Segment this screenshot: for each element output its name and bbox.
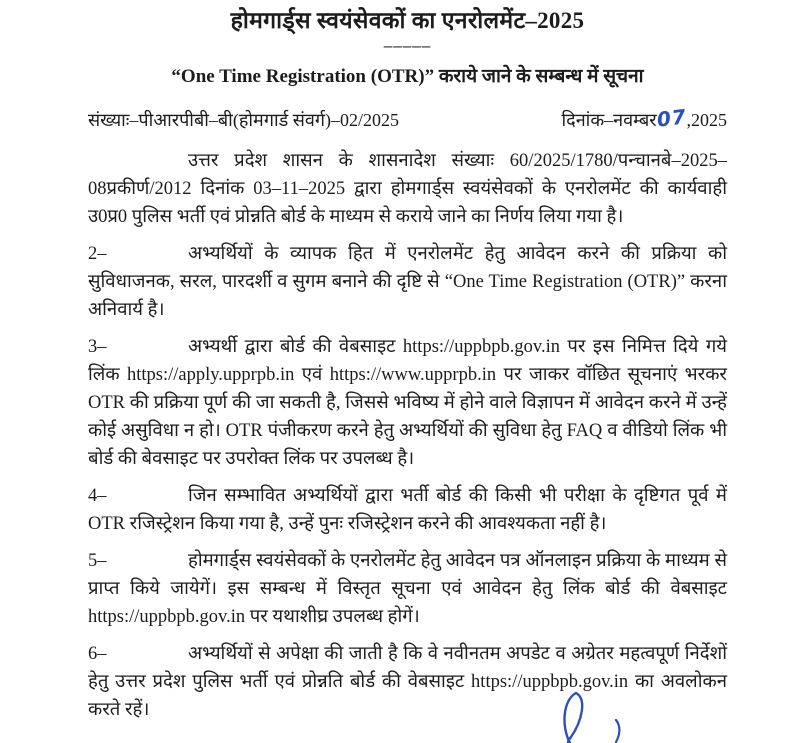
paragraph-3-text: अभ्यर्थी द्वारा बोर्ड की वेबसाइट https://uppbpb.gov.in पर इस निमित्त दिये गये लिंक https://apply.upprpb.in एवं https://www.upprpb.in पर जाकर वॉछित सूचनाएं भरकर OTR की प्रक्रिया पूर्ण की जा सकती है, जिससे भविष्य में होने वाले विज्ञापन में आवेदन करने में उन्हें कोई असुविधा न हो। OTR पंजीकरण करने हेतु अभ्यर्थियों की सुविधा हेतु FAQ व वीडियो लिंक भी बोर्ड की बेवसाइट पर उपरोक्त लिंक पर उपलब्ध है। <box>88 337 727 469</box>
paragraph-2-text: अभ्यर्थियों के व्यापक हित में एनरोलमेंट हेतु आवेदन करने की प्रक्रिया को सुविधाजनक, सरल, पारदर्शी व सुगम बनाने की दृष्टि से “One Time Registration (OTR)” करना अनिवार्य है। <box>88 244 727 320</box>
date-prefix: दिनांक–नवम्बर <box>561 110 657 130</box>
reference-number: संख्याः–पीआरपीबी–बी(होमगार्ड संवर्ग)–02/2025 <box>88 110 400 130</box>
paragraph-5-text: होमगार्ड्स स्वयंसेवकों के एनरोलमेंट हेतु आवेदन पत्र ऑनलाइन प्रक्रिया के माध्यम से प्राप्त किये जायेगें। इस सम्बन्ध में विस्तृत सूचना एवं आवेदन हेतु लिंक बोर्ड की वेबसाइट https://uppbpb.gov.in पर यथाशीघ्र उपलब्ध होगें। <box>88 551 727 627</box>
document-date <box>561 106 727 133</box>
paragraph-4-text: जिन सम्भावित अभ्यर्थियों द्वारा भर्ती बोर्ड की किसी भी परीक्षा के दृष्टिगत पूर्व में OTR रजिस्ट्रेशन किया गया है, उन्हें पुनः रजिस्ट्रेशन करने की आवश्यकता नहीं है। <box>88 486 727 534</box>
document-body <box>88 147 727 724</box>
title-divider-dashes: ––––– <box>383 36 432 55</box>
paragraph-1-text: उत्तर प्रदेश शासन के शासनादेश संख्याः 60/2025/1780/पन्चानबे–2025–08प्रकीर्ण/2012 दिनांक 03–11–2025 द्वारा होमगार्ड्स स्वयंसेवकों के एनरोलमेंट की कार्यवाही उ0प्र0 पुलिस भर्ती एवं प्रोन्नति बोर्ड के माध्यम से कराये जाने का निर्णय लिया गया है। <box>88 151 727 227</box>
paragraph-4 <box>88 482 727 538</box>
paragraph-2 <box>88 240 727 324</box>
paragraph-3-number: 3– <box>88 337 107 357</box>
signature-loop-stroke <box>564 693 582 743</box>
paragraph-5 <box>88 547 727 631</box>
paragraph-3 <box>88 333 727 473</box>
paragraph-5-number: 5– <box>88 551 107 571</box>
paragraph-2-number: 2– <box>88 244 107 264</box>
document-title: होमगार्ड्स स्वयंसेवकों का एनरोलमेंट–2025 <box>230 8 585 33</box>
document-subtitle: “One Time Registration (OTR)” कराये जाने के सम्बन्ध में सूचना <box>171 66 644 87</box>
signature-ink-mark <box>548 690 678 743</box>
paragraph-6-text: अभ्यर्थियों से अपेक्षा की जाती है कि वे नवीनतम अपडेट व अग्रेतर महत्वपूर्ण निर्देशों हेतु उत्तर प्रदेश पुलिस भर्ती एवं प्रोन्नति बोर्ड की वेबसाइट https://uppbpb.gov.in का अवलोकन करते रहें। <box>88 644 727 720</box>
paragraph-1 <box>88 147 727 231</box>
handwritten-date-day: 07 <box>655 104 688 132</box>
paragraph-6-number: 6– <box>88 644 107 664</box>
reference-row <box>88 106 727 133</box>
date-suffix: ,2025 <box>686 110 727 130</box>
signature-tick-stroke <box>616 720 619 742</box>
paragraph-4-number: 4– <box>88 486 107 506</box>
